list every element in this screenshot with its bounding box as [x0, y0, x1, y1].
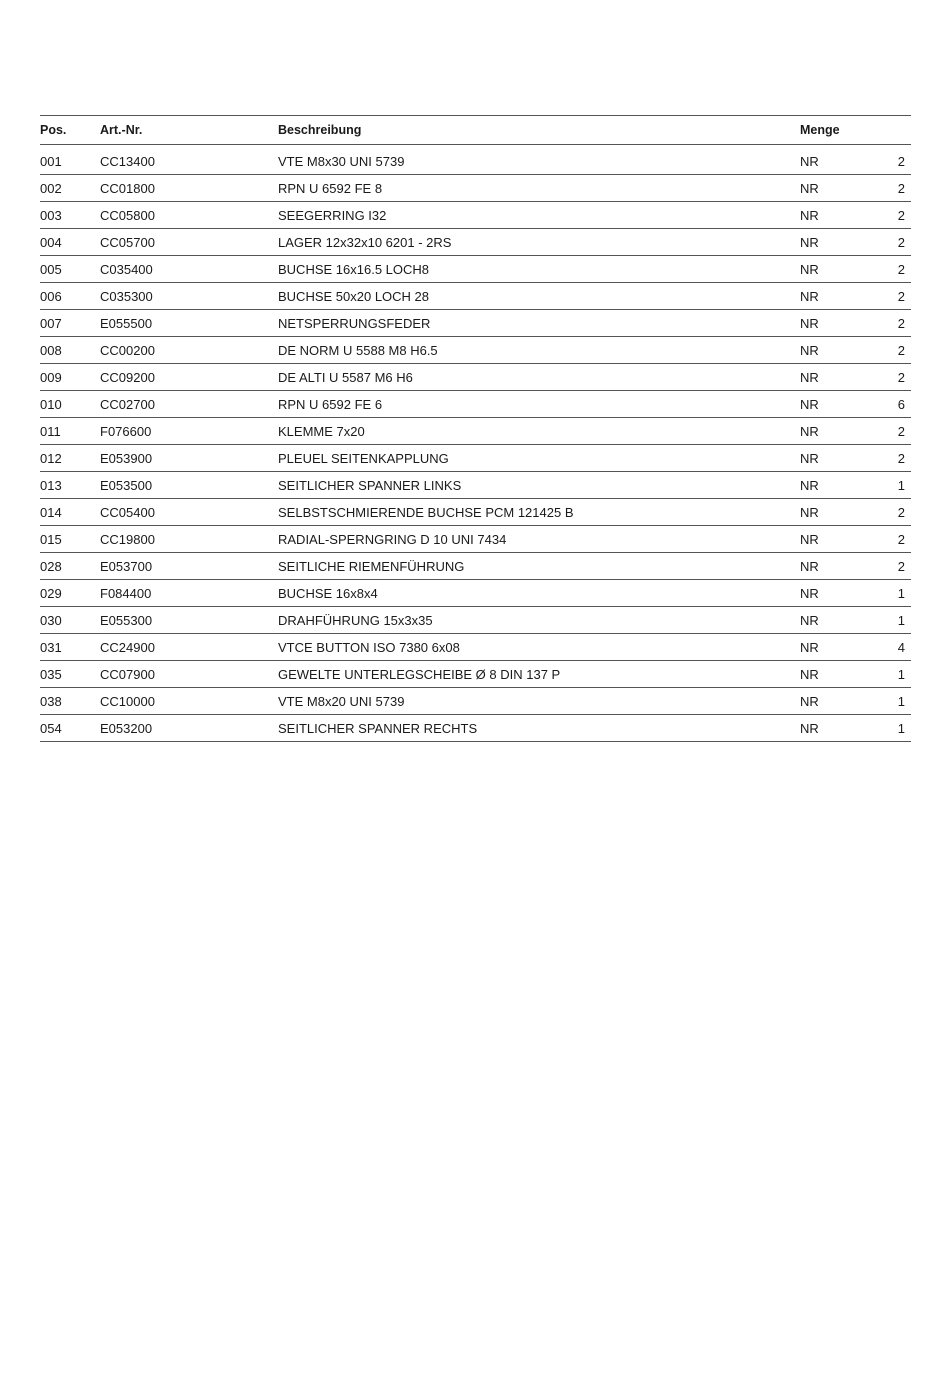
table-row	[40, 310, 911, 337]
cell-pos: 014	[40, 499, 100, 526]
cell-art-nr: E053200	[100, 715, 278, 742]
cell-menge: 4	[860, 634, 911, 661]
table-row	[40, 364, 911, 391]
parts-list-table	[40, 115, 911, 742]
cell-art-nr: CC05800	[100, 202, 278, 229]
table-header	[40, 116, 911, 145]
cell-beschreibung: BUCHSE 16x16.5 LOCH8	[278, 256, 800, 283]
table-row	[40, 175, 911, 202]
cell-einheit: NR	[800, 499, 860, 526]
cell-pos: 054	[40, 715, 100, 742]
cell-menge: 2	[860, 445, 911, 472]
table-row	[40, 688, 911, 715]
cell-einheit: NR	[800, 310, 860, 337]
cell-beschreibung: SEITLICHE RIEMENFÜHRUNG	[278, 553, 800, 580]
cell-menge: 2	[860, 418, 911, 445]
cell-einheit: NR	[800, 337, 860, 364]
table-row	[40, 607, 911, 634]
cell-art-nr: F076600	[100, 418, 278, 445]
table-row	[40, 715, 911, 742]
cell-einheit: NR	[800, 526, 860, 553]
cell-einheit: NR	[800, 634, 860, 661]
cell-beschreibung: VTE M8x30 UNI 5739	[278, 145, 800, 175]
cell-art-nr: CC01800	[100, 175, 278, 202]
cell-beschreibung: DE ALTI U 5587 M6 H6	[278, 364, 800, 391]
cell-beschreibung: VTCE BUTTON ISO 7380 6x08	[278, 634, 800, 661]
table-row	[40, 256, 911, 283]
table-row	[40, 499, 911, 526]
cell-beschreibung: KLEMME 7x20	[278, 418, 800, 445]
cell-art-nr: F084400	[100, 580, 278, 607]
cell-beschreibung: VTE M8x20 UNI 5739	[278, 688, 800, 715]
table-body	[40, 145, 911, 742]
cell-beschreibung: BUCHSE 16x8x4	[278, 580, 800, 607]
cell-menge: 2	[860, 229, 911, 256]
cell-beschreibung: SEITLICHER SPANNER RECHTS	[278, 715, 800, 742]
cell-art-nr: CC24900	[100, 634, 278, 661]
cell-menge: 2	[860, 175, 911, 202]
cell-menge: 2	[860, 553, 911, 580]
header-beschreibung: Beschreibung	[278, 116, 800, 145]
header-art-nr: Art.-Nr.	[100, 116, 278, 145]
cell-einheit: NR	[800, 229, 860, 256]
cell-beschreibung: SEITLICHER SPANNER LINKS	[278, 472, 800, 499]
table-row	[40, 229, 911, 256]
cell-pos: 009	[40, 364, 100, 391]
cell-pos: 005	[40, 256, 100, 283]
cell-art-nr: CC13400	[100, 145, 278, 175]
cell-einheit: NR	[800, 256, 860, 283]
table-row	[40, 283, 911, 310]
cell-einheit: NR	[800, 553, 860, 580]
cell-menge: 2	[860, 337, 911, 364]
cell-beschreibung: LAGER 12x32x10 6201 - 2RS	[278, 229, 800, 256]
cell-menge: 2	[860, 499, 911, 526]
cell-menge: 6	[860, 391, 911, 418]
table-row	[40, 391, 911, 418]
cell-einheit: NR	[800, 364, 860, 391]
table-row	[40, 418, 911, 445]
cell-einheit: NR	[800, 472, 860, 499]
cell-art-nr: CC09200	[100, 364, 278, 391]
cell-art-nr: CC10000	[100, 688, 278, 715]
cell-beschreibung: NETSPERRUNGSFEDER	[278, 310, 800, 337]
cell-pos: 001	[40, 145, 100, 175]
cell-beschreibung: GEWELTE UNTERLEGSCHEIBE Ø 8 DIN 137 P	[278, 661, 800, 688]
cell-beschreibung: DE NORM U 5588 M8 H6.5	[278, 337, 800, 364]
cell-art-nr: E053700	[100, 553, 278, 580]
table-row	[40, 337, 911, 364]
table-row	[40, 634, 911, 661]
cell-pos: 008	[40, 337, 100, 364]
table-row	[40, 553, 911, 580]
cell-art-nr: CC19800	[100, 526, 278, 553]
cell-einheit: NR	[800, 688, 860, 715]
cell-art-nr: CC05400	[100, 499, 278, 526]
cell-einheit: NR	[800, 661, 860, 688]
cell-einheit: NR	[800, 715, 860, 742]
table-row	[40, 445, 911, 472]
cell-menge: 1	[860, 472, 911, 499]
table-row	[40, 661, 911, 688]
cell-pos: 028	[40, 553, 100, 580]
cell-beschreibung: BUCHSE 50x20 LOCH 28	[278, 283, 800, 310]
table-row	[40, 580, 911, 607]
cell-pos: 035	[40, 661, 100, 688]
table-row	[40, 202, 911, 229]
header-row	[40, 116, 911, 145]
cell-pos: 007	[40, 310, 100, 337]
table-row	[40, 472, 911, 499]
table-row	[40, 526, 911, 553]
cell-pos: 003	[40, 202, 100, 229]
table-row	[40, 145, 911, 175]
cell-beschreibung: RPN U 6592 FE 6	[278, 391, 800, 418]
cell-art-nr: CC05700	[100, 229, 278, 256]
cell-beschreibung: RADIAL-SPERNGRING D 10 UNI 7434	[278, 526, 800, 553]
cell-art-nr: CC02700	[100, 391, 278, 418]
cell-menge: 2	[860, 283, 911, 310]
header-menge: Menge	[800, 116, 911, 145]
cell-pos: 011	[40, 418, 100, 445]
cell-menge: 2	[860, 145, 911, 175]
cell-pos: 010	[40, 391, 100, 418]
cell-menge: 1	[860, 715, 911, 742]
cell-pos: 012	[40, 445, 100, 472]
cell-art-nr: E053500	[100, 472, 278, 499]
cell-menge: 2	[860, 202, 911, 229]
cell-menge: 2	[860, 256, 911, 283]
cell-einheit: NR	[800, 283, 860, 310]
cell-beschreibung: SEEGERRING I32	[278, 202, 800, 229]
cell-menge: 1	[860, 607, 911, 634]
header-pos: Pos.	[40, 116, 100, 145]
cell-einheit: NR	[800, 445, 860, 472]
cell-pos: 002	[40, 175, 100, 202]
cell-menge: 1	[860, 688, 911, 715]
cell-art-nr: CC00200	[100, 337, 278, 364]
cell-pos: 038	[40, 688, 100, 715]
cell-pos: 030	[40, 607, 100, 634]
cell-einheit: NR	[800, 418, 860, 445]
cell-beschreibung: PLEUEL SEITENKAPPLUNG	[278, 445, 800, 472]
cell-einheit: NR	[800, 580, 860, 607]
cell-einheit: NR	[800, 175, 860, 202]
cell-pos: 015	[40, 526, 100, 553]
cell-menge: 2	[860, 364, 911, 391]
cell-art-nr: E055500	[100, 310, 278, 337]
cell-art-nr: C035300	[100, 283, 278, 310]
cell-pos: 004	[40, 229, 100, 256]
cell-pos: 031	[40, 634, 100, 661]
cell-einheit: NR	[800, 391, 860, 418]
cell-art-nr: CC07900	[100, 661, 278, 688]
cell-art-nr: E053900	[100, 445, 278, 472]
cell-pos: 006	[40, 283, 100, 310]
cell-pos: 029	[40, 580, 100, 607]
cell-einheit: NR	[800, 607, 860, 634]
cell-menge: 1	[860, 580, 911, 607]
cell-menge: 1	[860, 661, 911, 688]
cell-beschreibung: SELBSTSCHMIERENDE BUCHSE PCM 121425 B	[278, 499, 800, 526]
cell-einheit: NR	[800, 202, 860, 229]
cell-menge: 2	[860, 310, 911, 337]
cell-beschreibung: RPN U 6592 FE 8	[278, 175, 800, 202]
cell-art-nr: C035400	[100, 256, 278, 283]
cell-pos: 013	[40, 472, 100, 499]
cell-menge: 2	[860, 526, 911, 553]
cell-einheit: NR	[800, 145, 860, 175]
cell-beschreibung: DRAHFÜHRUNG 15x3x35	[278, 607, 800, 634]
cell-art-nr: E055300	[100, 607, 278, 634]
